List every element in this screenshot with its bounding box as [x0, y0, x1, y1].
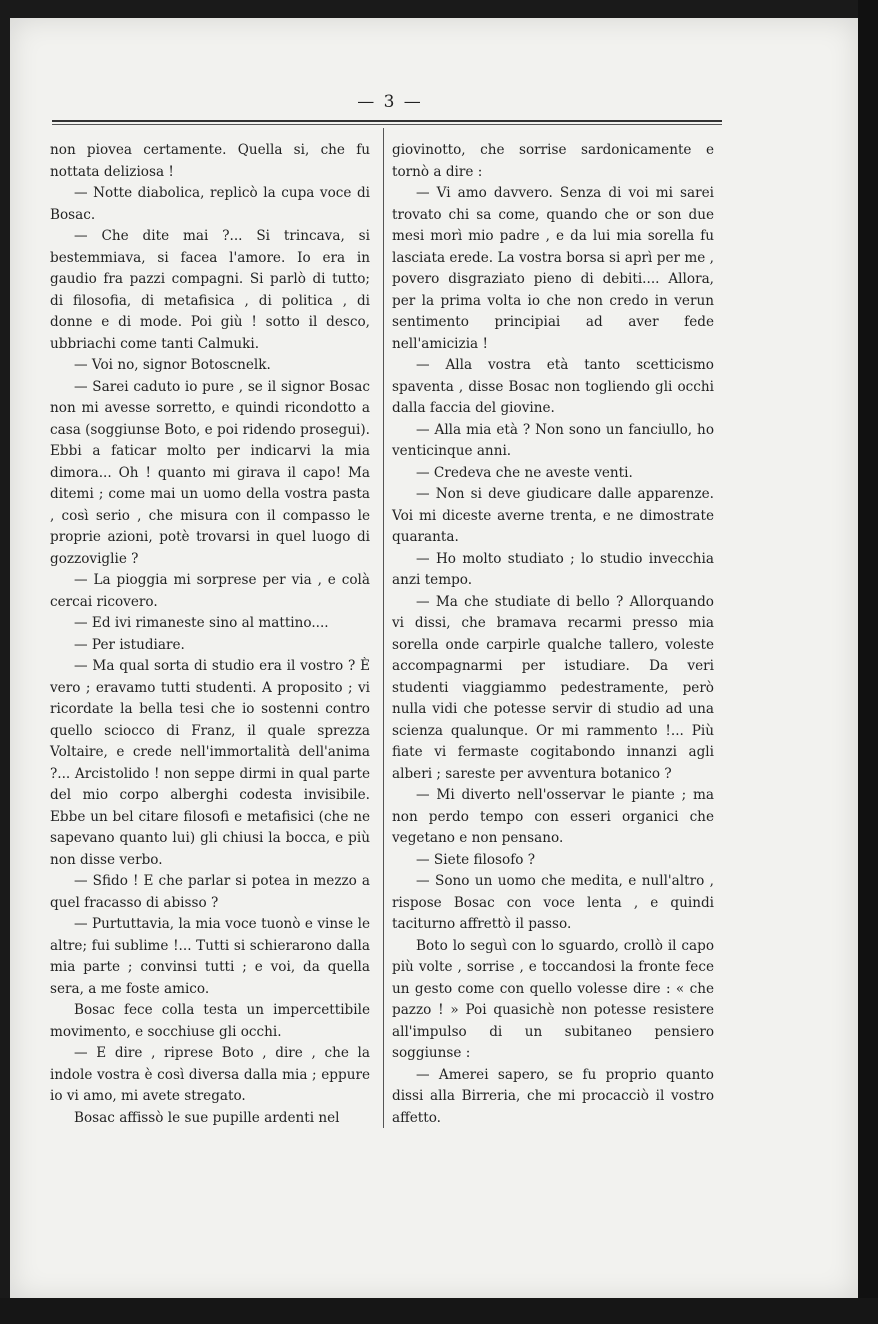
paragraph: Boto lo seguì con lo sguardo, crollò il capo più volte , sorrise , e toccandosi la fronte fece un gesto come con quello volesse dire : « che pazzo ! » Poi quasichè non potesse resistere all'impulso di un subitaneo pensiero soggiunse :: [392, 937, 714, 1061]
paragraph: non piovea certamente. Quella si, che fu nottata deliziosa !: [50, 142, 370, 180]
paragraph: — Mi diverto nell'osservar le piante ; ma non perdo tempo con esseri organici che vegetano e non pensano.: [392, 787, 714, 846]
paragraph: — Che dite mai ?... Si trincava, si bestemmiava, si facea l'amore. Io era in gaudio fra pazzi compagni. Si parlò di tutto; di filosofia, di metafisica , di politica , di donne e di mode. Poi giù ! sotto il desco, ubbriachi come tanti Calmuki.: [50, 228, 370, 352]
paragraph: — Amerei sapero, se fu proprio quanto dissi alla Birreria, che mi procacciò il vostro affetto.: [392, 1066, 714, 1126]
right-column: [392, 140, 714, 1129]
paragraph: — Sono un uomo che medita, e null'altro , rispose Bosac con voce lenta , e quindi taciturno affrettò il passo.: [392, 873, 714, 932]
paragraph: — Ed ivi rimaneste sino al mattino....: [74, 615, 329, 631]
paragraph: Bosac affissò le sue pupille ardenti nel: [74, 1109, 340, 1126]
paragraph: — Voi no, signor Botoscnelk.: [74, 357, 271, 373]
paragraph: — Credeva che ne aveste venti.: [416, 464, 633, 481]
paragraph: — Notte diabolica, replicò la cupa voce di Bosac.: [50, 185, 370, 223]
paragraph: — Sfido ! E che parlar si potea in mezzo a quel fracasso di abisso ?: [50, 873, 370, 911]
paragraph: — E dire , riprese Boto , dire , che la indole vostra è così diversa dalla mia ; eppure io vi amo, mi avete stregato.: [50, 1045, 370, 1104]
column-divider: [383, 128, 384, 1128]
scan-border-right: [858, 0, 878, 1324]
paragraph: giovinotto, che sorrise sardonicamente e tornò a dire :: [392, 142, 714, 180]
paragraph: — Vi amo davvero. Senza di voi mi sarei trovato chi sa come, quando che or son due mesi morì mio padre , e da lui mia sorella fu lasciata erede. La vostra borsa si aprì per me , povero disgraziato pieno di debiti.... Allora, per la prima volta io che non credo in verun sentimento principiai ad aver fede nell'amicizia !: [392, 185, 714, 352]
paragraph: — Siete filosofo ?: [416, 851, 536, 868]
paragraph: — Purtuttavia, la mia voce tuonò e vinse le altre; fui sublime !... Tutti si schierarono dalla mia parte ; convinsi tutti ; e voi, da quella sera, a me foste amico.: [50, 916, 370, 997]
paragraph: — Per istudiare.: [74, 636, 185, 653]
paragraph: — Ma che studiate di bello ? Allorquando vi dissi, che bramava recarmi presso mia sorella onde carpirle qualche tallero, voleste accompagnarmi per istudiare. Da veri studenti viaggiammo pedestramente, però nulla vidi che potesse servir di studio ad una scienza qualunque. Or mi rammento !... Più fiate vi fermaste cogitabondo innanzi agli alberi ; sareste per avventura botanico ?: [392, 593, 714, 782]
paragraph: — Sarei caduto io pure , se il signor Bosac non mi avesse sorretto, e quindi ricondotto a casa (soggiunse Boto, e poi ridendo prosegui). Ebbi a faticar molto per indicarvi la mia dimora... Oh ! quanto mi girava il capo! Ma ditemi ; come mai un uomo della vostra pasta , così serio , che misura con il compasso le proprie azioni, potè trovarsi in quel luogo di gozzoviglie ?: [50, 378, 370, 567]
paragraph: — Alla mia età ? Non sono un fanciullo, ho venticinque anni.: [392, 421, 714, 459]
paragraph: — Non si deve giudicare dalle apparenze. Voi mi diceste averne trenta, e ne dimostrate quaranta.: [392, 486, 714, 545]
left-column: [50, 140, 370, 1129]
paragraph: — La pioggia mi sorprese per via , e colà cercai ricovero.: [50, 572, 370, 610]
scan-border-top: [0, 0, 878, 18]
header-rule: [52, 120, 722, 122]
paragraph: — Ho molto studiato ; lo studio invecchia anzi tempo.: [392, 550, 714, 588]
paragraph: Bosac fece colla testa un impercettibile movimento, e socchiuse gli occhi.: [50, 1002, 370, 1040]
scan-border-bottom: [0, 1298, 878, 1324]
paragraph: — Alla vostra età tanto scetticismo spaventa , disse Bosac non togliendo gli occhi dalla faccia del giovine.: [392, 357, 714, 416]
page-number: — 3 —: [357, 92, 423, 112]
header-rule-thin: [52, 124, 722, 125]
paragraph: — Ma qual sorta di studio era il vostro ? È vero ; eravamo tutti studenti. A proposito ; vi ricordate la bella tesi che io sostenni contro quello sciocco di Franz, il quale sprezza Voltaire, e crede nell'immortalità dell'anima ?... Arcistolido ! non seppe dirmi in qual parte del mio corpo alberghi codesta invisibile. Ebbe un bel citare filosofi e metafisici (che ne sapevano quanto lui) gli chiusi la bocca, e più non disse verbo.: [50, 658, 370, 868]
